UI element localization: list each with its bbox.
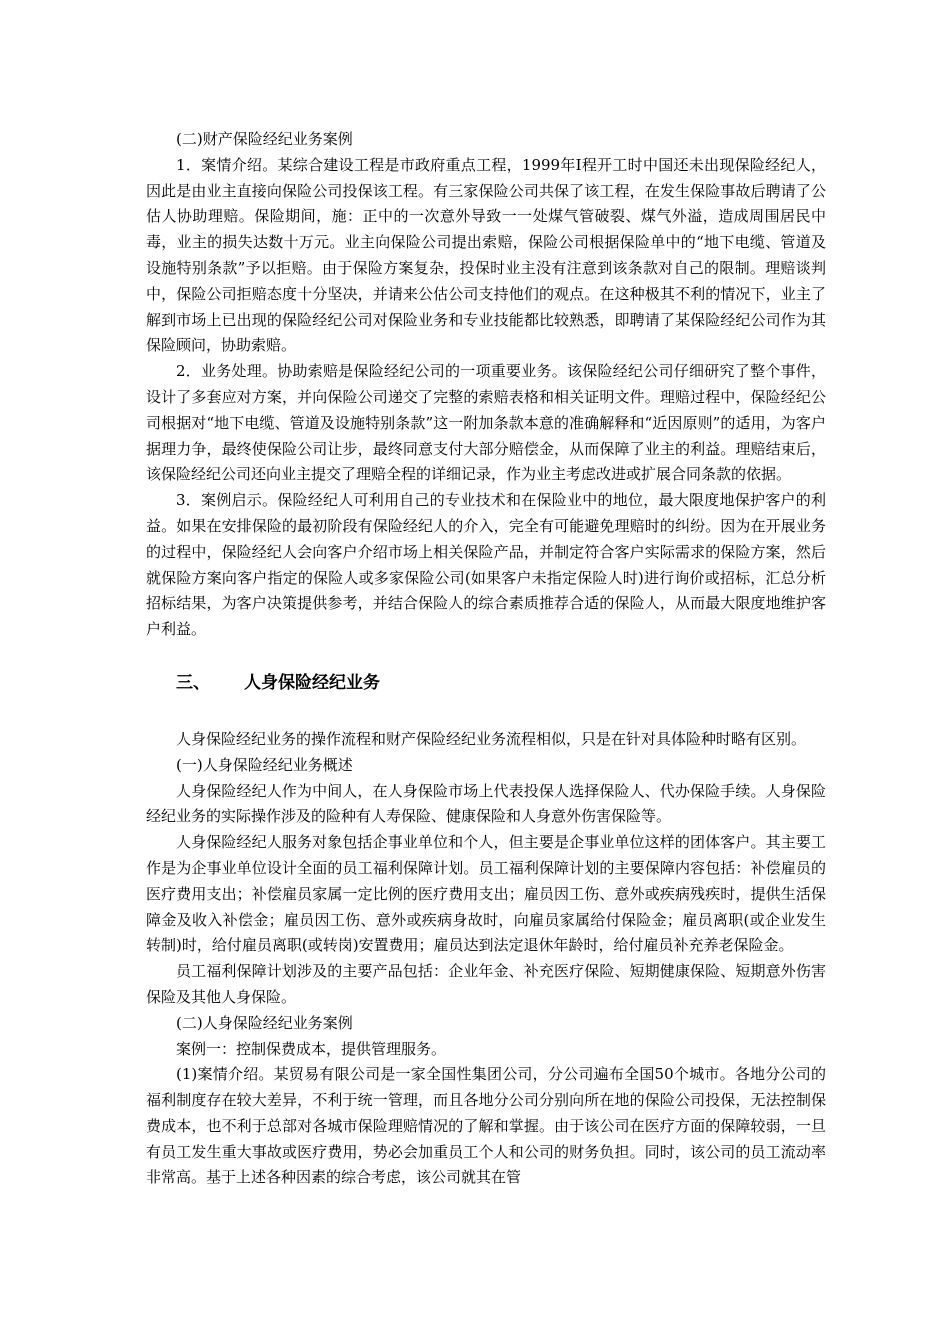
paragraph-business-handling: 2．业务处理。协助索赔是保险经纪公司的一项重要业务。该保险经纪公司仔细研究了整个事件，设计了多套应对方案，并向保险公司递交了完整的索赔表格和相关证明文件。理赔过程中，保险经纪公司根据对“地下电缆、管道及设施特别条款”这一附加条款本意的准确解释和“近因原则”的适用，为客户据理力争，最终使保险公司让步，最终同意支付大部分赔偿金，从而保障了业主的利益。理赔结束后，该保险经纪公司还向业主提交了理赔全程的详细记录，作为业主考虑改进或扩展合同条款的依据。 bbox=[146, 362, 826, 484]
section-heading bbox=[146, 669, 826, 699]
paragraph-welfare-products: 员工福利保障计划涉及的主要产品包括：企业年金、补充医疗保险、短期健康保险、短期意外伤害保险及其他人身保险。 bbox=[146, 962, 826, 1006]
section-number: 三、 bbox=[176, 673, 210, 694]
subheading-life-overview: (一)人身保险经纪业务概述 bbox=[176, 755, 353, 774]
paragraph-life-broker-role: 人身保险经纪人作为中间人，在人身保险市场上代表投保人选择保险人、代办保险手续。人身保险经纪业务的实际操作涉及的险种有人寿保险、健康保险和人身意外伤害保险等。 bbox=[146, 781, 826, 826]
paragraph-life-intro: 人身保险经纪业务的操作流程和财产保险经纪业务流程相似，只是在针对具体险种时略有区别。 bbox=[176, 729, 807, 748]
paragraph-case-one-intro: (1)案情介绍。某贸易有限公司是一家全国性集团公司，分公司遍布全国50个城市。各地分公司的福利制度存在较大差异，不利于统一管理，而且各地分公司分别向所在地的保险公司投保，无法控制保费成本，也不利于总部对各城市保险理赔情况的了解和掌握。由于该公司在医疗方面的保障较弱，一旦有员工发生重大事故或医疗费用，势必会加重员工个人和公司的财务负担。同时，该公司的员工流动率非常高。基于上述各种因素的综合考虑，该公司就其在管 bbox=[146, 1065, 826, 1187]
subheading-life-cases: (二)人身保险经纪业务案例 bbox=[176, 1013, 353, 1032]
paragraph-case-insight: 3．案例启示。保险经纪人可利用自己的专业技术和在保险业中的地位，最大限度地保护客户的利益。如果在安排保险的最初阶段有保险经纪人的介入，完全有可能避免理赔时的纠纷。因为在开展业务的过程中，保险经纪人会向客户介绍市场上相关保险产品，并制定符合客户实际需求的保险方案，然后就保险方案向客户指定的保险人或多家保险公司(如果客户未指定保险人时)进行询价或招标，汇总分析招标结果，为客户决策提供参考，并结合保险人的综合素质推荐合适的保险人，从而最大限度地维护客户利益。 bbox=[146, 491, 826, 639]
document-body bbox=[146, 127, 826, 1191]
paragraph-case-intro: 1．案情介绍。某综合建设工程是市政府重点工程，1999年I程开工时中国还未出现保险经纪人，因此是由业主直接向保险公司投保该工程。有三家保险公司共保了该工程，在发生保险事故后聘请了公估人协助理赔。保险期间，施：正中的一次意外导致一一处煤气管破裂、煤气外溢，造成周围居民中毒，业主的损失达数十万元。业主向保险公司提出索赔，保险公司根据保险单中的“地下电缆、管道及设施特别条款”予以拒赔。由于保险方案复杂，投保时业主没有注意到该条款对自己的限制。理赔谈判中，保险公司拒赔态度十分坚决，并请来公估公司支持他们的观点。在这种极其不利的情况下，业主了解到市场上已出现的保险经纪公司对保险业务和专业技能都比较熟悉，即聘请了某保险经纪公司作为其保险顾问，协助索赔。 bbox=[146, 155, 826, 355]
section-title: 人身保险经纪业务 bbox=[244, 673, 380, 694]
paragraph-case-one-title: 案例一：控制保费成本，提供管理服务。 bbox=[176, 1039, 447, 1058]
paragraph-life-clients: 人身保险经纪人服务对象包括企事业单位和个人，但主要是企事业单位这样的团体客户。其主要工作是为企事业单位设计全面的员工福利保障计划。员工福利保障计划的主要保障内容包括：补偿雇员的医疗费用支出；补偿雇员家属一定比例的医疗费用支出；雇员因工伤、意外或疾病残疾时，提供生活保障金及收入补偿金；雇员因工伤、意外或疾病身故时，向雇员家属给付保险金；雇员离职(或企业发生转制)时，给付雇员离职(或转岗)安置费用；雇员达到法定退休年龄时，给付雇员补充养老保险金。 bbox=[146, 833, 826, 955]
subheading-property-cases: (二)财产保险经纪业务案例 bbox=[176, 130, 353, 148]
